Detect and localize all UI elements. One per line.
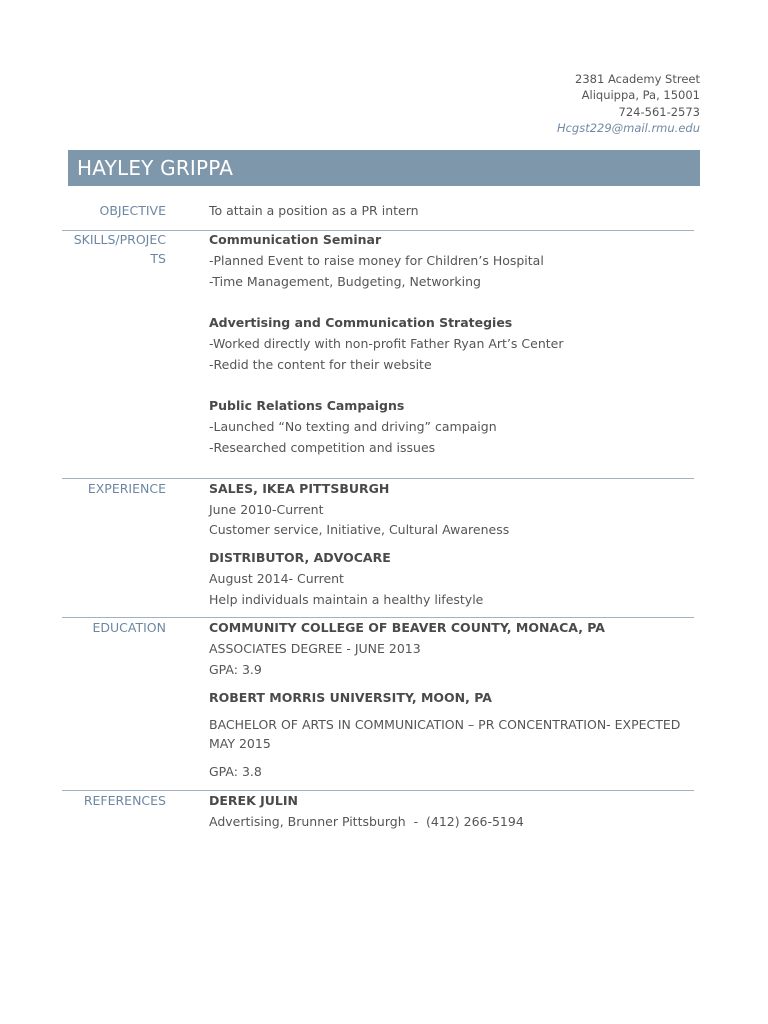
skill-group-line: -Worked directly with non-profit Father Ryan Art’s Center [209, 336, 564, 351]
contact-city: Aliquippa, Pa, 15001 [581, 88, 700, 103]
job-detail: Customer service, Initiative, Cultural Awareness [209, 522, 510, 537]
contact-street: 2381 Academy Street [575, 72, 700, 86]
skill-group-line: -Redid the content for their website [209, 357, 432, 372]
objective-label: OBJECTIVE [99, 203, 166, 218]
skill-group-title: Public Relations Campaigns [209, 398, 405, 413]
school-gpa: GPA: 3.8 [209, 764, 262, 779]
objective-text: To attain a position as a PR intern [209, 203, 419, 218]
reference-name: DEREK JULIN [209, 793, 298, 808]
skill-group-line: -Launched “No texting and driving” campaign [209, 419, 497, 434]
job-dates: August 2014- Current [209, 571, 344, 586]
applicant-name: HAYLEY GRIPPA [77, 156, 234, 180]
school-name: COMMUNITY COLLEGE OF BEAVER COUNTY, MONACA, PA [209, 620, 605, 635]
school-degree: ASSOCIATES DEGREE - JUNE 2013 [209, 641, 421, 656]
school-gpa: GPA: 3.9 [209, 662, 262, 677]
name-banner [68, 150, 700, 186]
skill-group-line: -Researched competition and issues [209, 440, 436, 455]
skills-label-line2: TS [150, 251, 166, 266]
job-title: SALES, IKEA PITTSBURGH [209, 481, 390, 496]
skill-group-title: Communication Seminar [209, 232, 382, 247]
experience-label: EXPERIENCE [87, 481, 166, 496]
contact-block [557, 71, 700, 136]
references-label: REFERENCES [83, 793, 166, 808]
job-detail: Help individuals maintain a healthy lifestyle [209, 592, 484, 607]
job-dates: June 2010-Current [209, 502, 324, 517]
skills-label-line1: SKILLS/PROJEC [73, 232, 166, 247]
contact-email-link[interactable]: Hcgst229@mail.rmu.edu [556, 120, 700, 135]
contact-phone: 724-561-2573 [618, 104, 700, 119]
school-name: ROBERT MORRIS UNIVERSITY, MOON, PA [209, 690, 492, 705]
skill-group-title: Advertising and Communication Strategies [209, 315, 513, 330]
school-degree: BACHELOR OF ARTS IN COMMUNICATION – PR CONCENTRATION- EXPECTED MAY 2015 [209, 717, 681, 751]
skill-group-line: -Time Management, Budgeting, Networking [209, 274, 481, 289]
skill-group-line: -Planned Event to raise money for Children’s Hospital [209, 253, 544, 268]
job-title: DISTRIBUTOR, ADVOCARE [209, 550, 391, 565]
reference-detail: Advertising, Brunner Pittsburgh - (412) 266-5194 [209, 814, 524, 829]
education-label: EDUCATION [92, 620, 166, 635]
